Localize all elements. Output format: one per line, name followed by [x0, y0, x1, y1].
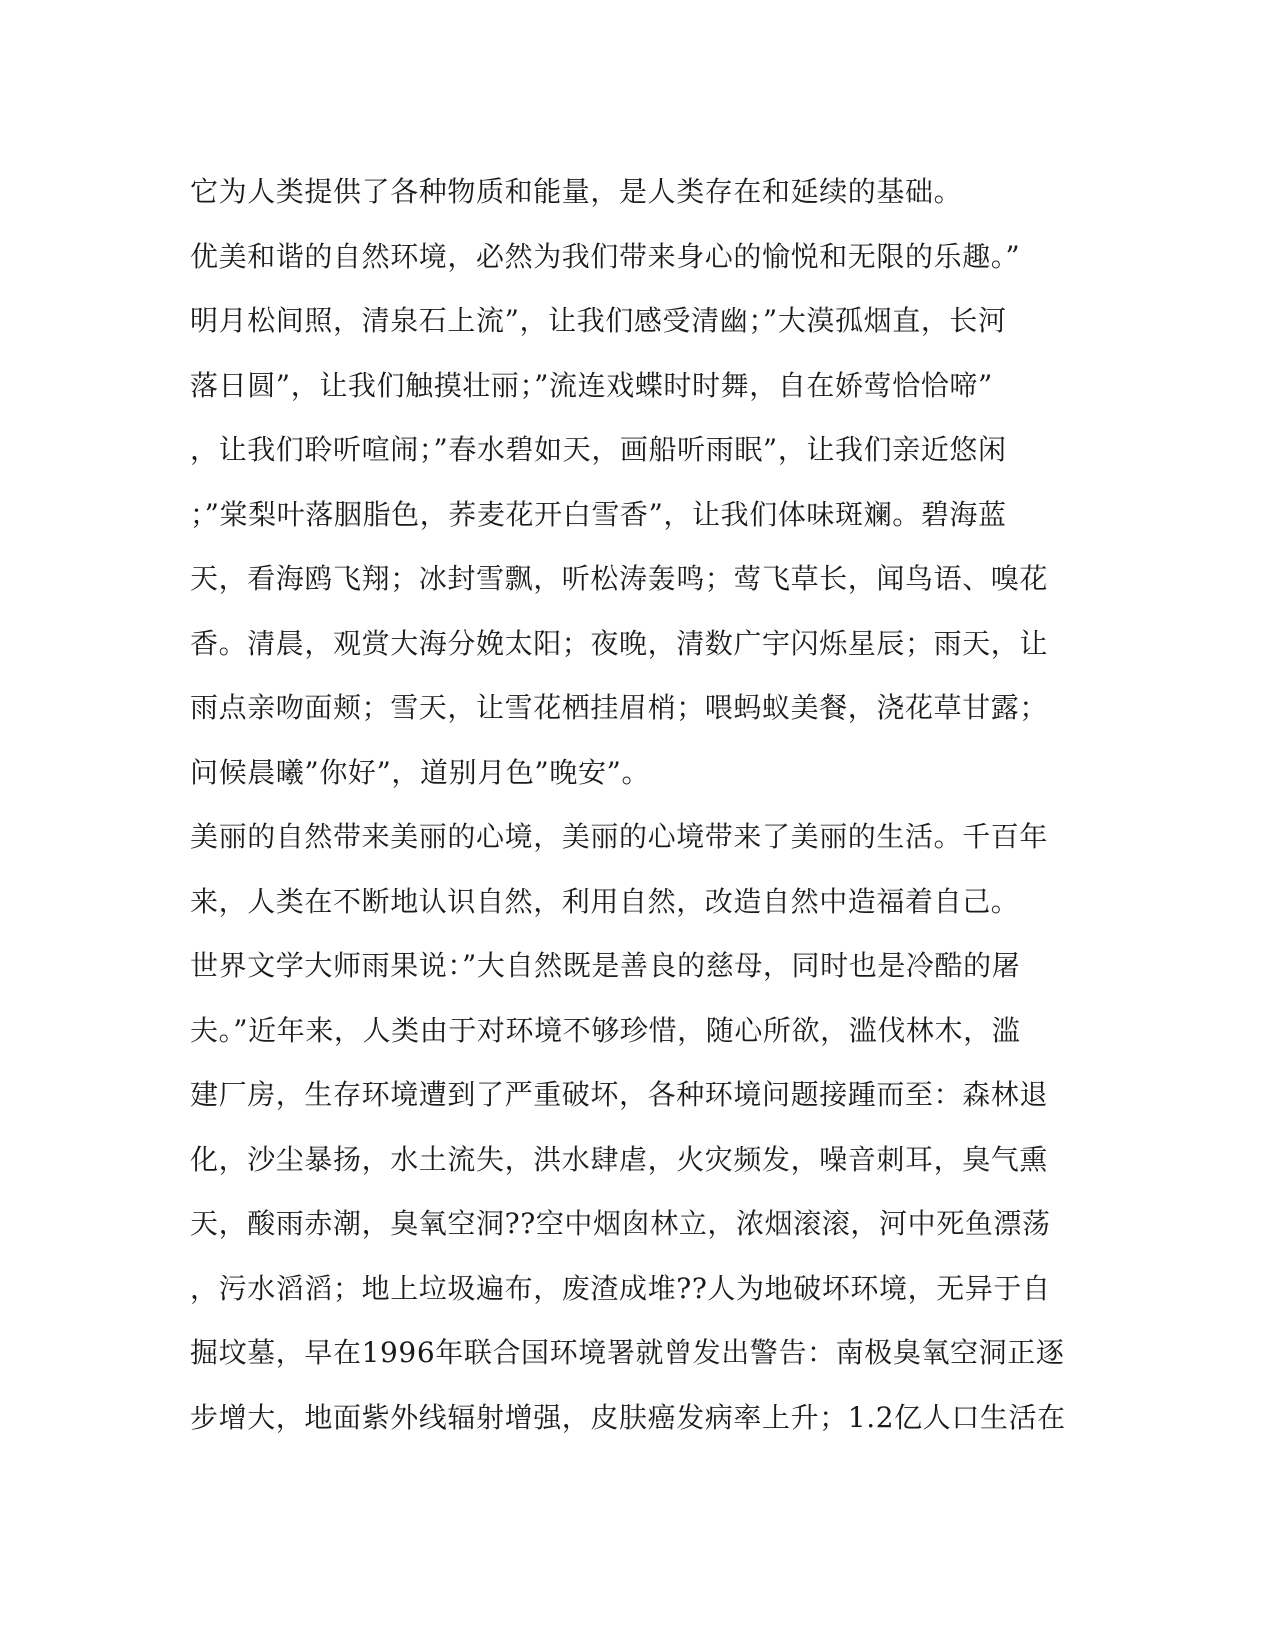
- text-line: 天，酸雨赤潮，臭氧空洞??空中烟囱林立，浓烟滚滚，河中死鱼漂荡: [190, 1207, 1051, 1240]
- text-line: 来，人类在不断地认识自然，利用自然，改造自然中造福着自己。: [190, 884, 1020, 918]
- text-line: 化，沙尘暴扬，水土流失，洪水肆虐，火灾频发，噪音刺耳，臭气熏: [190, 1142, 1049, 1176]
- text-line: 世界文学大师雨果说：”大自然既是善良的慈母，同时也是冷酷的屠: [190, 949, 1021, 982]
- body-text: [190, 160, 1090, 1450]
- text-line: 夫。”近年来，人类由于对环境不够珍惜，随心所欲，滥伐林木，滥: [190, 1013, 1021, 1047]
- text-line: ，污水滔滔；地上垃圾遍布，废渣成堆??人为地破坏环境，无异于自: [190, 1271, 1051, 1305]
- text-line: 它为人类提供了各种物质和能量，是人类存在和延续的基础。: [190, 175, 963, 208]
- text-line: 落日圆”，让我们触摸壮丽；”流连戏蝶时时舞，自在娇莺恰恰啼”: [190, 368, 993, 402]
- text-line: ，让我们聆听喧闹；”春水碧如天，画船听雨眠”，让我们亲近悠闲: [190, 433, 1007, 466]
- text-line: 建厂房，生存环境遭到了严重破坏，各种环境问题接踵而至：森林退: [190, 1078, 1049, 1111]
- text-line: 明月松间照，清泉石上流”，让我们感受清幽；”大漠孤烟直，长河: [190, 304, 1007, 337]
- text-line: 美丽的自然带来美丽的心境，美丽的心境带来了美丽的生活。千百年: [190, 820, 1049, 853]
- text-line: 掘坟墓，早在1996年联合国环境署就曾发出警告：南极臭氧空洞正逐: [190, 1336, 1065, 1369]
- text-line: 雨点亲吻面颊；雪天，让雪花栖挂眉梢；喂蚂蚁美餐，浇花草甘露；: [190, 691, 1049, 724]
- text-line: 优美和谐的自然环境，必然为我们带来身心的愉悦和无限的乐趣。”: [190, 239, 1021, 273]
- text-line: 步增大，地面紫外线辐射增强，皮肤癌发病率上升；1.2亿人口生活在: [190, 1400, 1066, 1434]
- text-line: 问候晨曦”你好”，道别月色”晚安”。: [190, 755, 651, 789]
- text-line: 天，看海鸥飞翔；冰封雪飘，听松涛轰鸣；莺飞草长，闻鸟语、嗅花: [190, 562, 1049, 595]
- text-line: ；”棠梨叶落胭脂色，荞麦花开白雪香”，让我们体味斑斓。碧海蓝: [190, 497, 1007, 531]
- text-line: 香。清晨，观赏大海分娩太阳；夜晚，清数广宇闪烁星辰；雨天，让: [190, 626, 1049, 660]
